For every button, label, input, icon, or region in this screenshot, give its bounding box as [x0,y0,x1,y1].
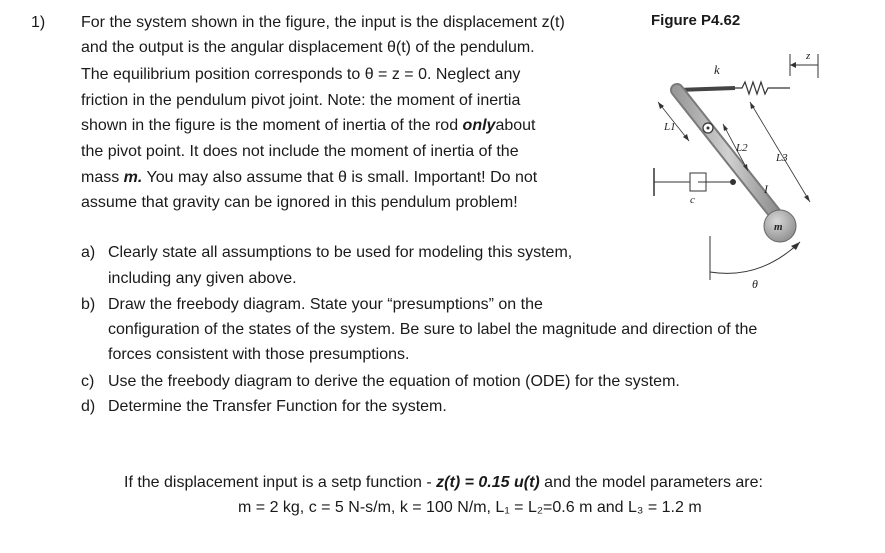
label-L3: L3 [776,152,788,164]
part-b-line-1: Draw the freebody diagram. State your “presumptions” on the [108,296,543,313]
figure-title: Figure P4.62 [651,12,741,29]
part-a-line-1: Clearly state all assumptions to be used for modeling this system, [108,244,573,261]
part-c-line-1: Use the freebody diagram to derive the equation of motion (ODE) for the system. [108,373,680,390]
given-tail: and the model parameters are: [539,474,763,491]
pendulum-figure [640,40,870,290]
label-c: c [690,194,695,206]
label-L1: L1 [664,121,676,133]
question-line-8: assume that gravity can be ignored in this pendulum problem! [81,194,518,211]
question-line-5-text: shown in the figure is the moment of inertia of the rod [81,117,463,134]
damper-c [654,168,733,206]
label-z: z [806,50,811,62]
question-line-6: the pivot point. It does not include the moment of inertia of the [81,143,519,160]
given-params: m = 2 kg, c = 5 N-s/m, k = 100 N/m, L₁ = L₂=0.6 m and L₃ = 1.2 m [238,499,702,516]
part-b-line-2: configuration of the states of the system. Be sure to label the magnitude and direction of the [108,321,758,338]
emphasis-mass: m. [123,169,143,186]
part-d-line-1: Determine the Transfer Function for the system. [108,398,447,415]
question-line-7 [81,169,537,187]
damper-attach [730,179,736,185]
question-number: 1) [31,14,46,31]
question-line-1: For the system shown in the figure, the input is the displacement z(t) [81,14,565,31]
part-a-line-2: including any given above. [108,270,297,287]
label-I: I [764,182,768,196]
given-intro: If the displacement input is a setp function - [124,474,437,491]
question-line-7-text: mass [81,169,124,186]
label-m: m [774,221,783,233]
label-theta: θ [752,277,758,290]
theta-indicator [710,236,800,290]
question-line-5-tail: about [495,117,536,134]
label-k: k [714,62,720,77]
input-expression: z(t) = 0.15 u(t) [436,474,540,491]
question-line-5 [81,117,535,135]
label-L2: L2 [736,142,748,154]
part-b-label: b) [81,296,96,313]
mass-bob [764,210,796,242]
question-line-2: and the output is the angular displacement θ(t) of the pendulum. [81,39,535,56]
z-displacement-indicator [790,50,818,78]
top-link-bar [677,88,735,90]
part-c-label: c) [81,373,95,390]
pivot [703,123,713,133]
part-a-label: a) [81,244,96,261]
emphasis-only: only [462,117,496,134]
part-b-line-3: forces consistent with those presumptions. [108,346,410,363]
question-line-7-tail: You may also assume that θ is small. Important! Do not [142,169,538,186]
question-line-3: The equilibrium position corresponds to θ = z = 0. Neglect any [81,66,521,83]
part-d-label: d) [81,398,96,415]
question-line-4: friction in the pendulum pivot joint. Note: the moment of inertia [81,92,521,109]
given-line-1 [124,474,763,492]
